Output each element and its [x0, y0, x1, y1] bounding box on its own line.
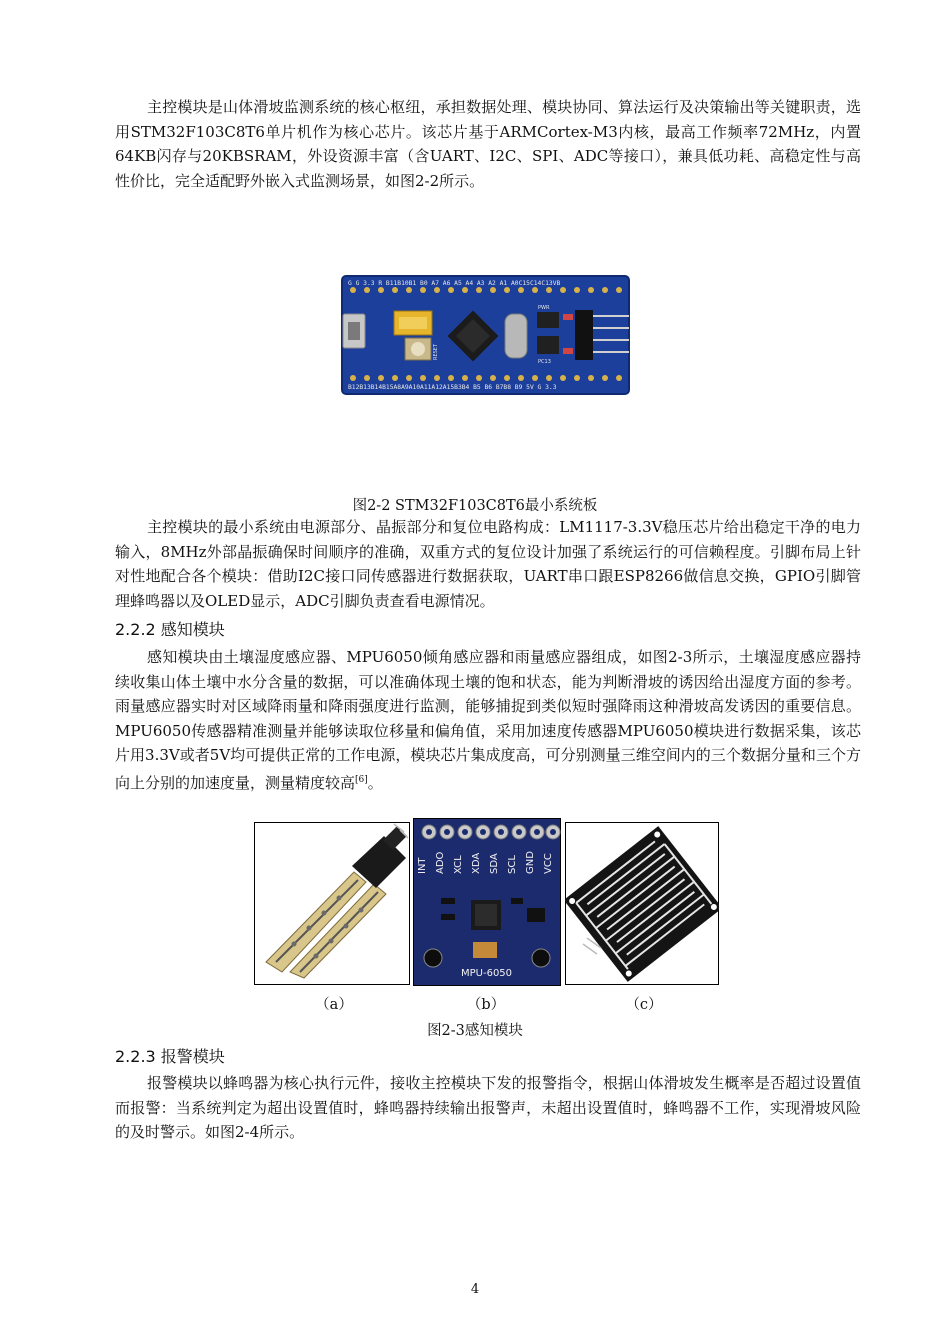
svg-text:ADO: ADO — [435, 851, 446, 874]
svg-text:B12B13B14B15A8A9A10A11A12A15B3: B12B13B14B15A8A9A10A11A12A15B3B4 B5 B6 B7B8 B9 5V G 3.3 — [348, 384, 557, 391]
svg-text:MPU-6050: MPU-6050 — [461, 968, 513, 979]
svg-text:PWR: PWR — [538, 305, 550, 311]
svg-text:XDA: XDA — [471, 852, 482, 874]
subfigure-label-c: （c） — [625, 997, 663, 1013]
stm32-board-image — [339, 274, 632, 396]
figure-stm32-board — [339, 274, 632, 396]
svg-text:SDA: SDA — [489, 853, 500, 874]
svg-text:PC13: PC13 — [538, 359, 551, 365]
svg-text:GND: GND — [525, 851, 536, 874]
svg-text:INT: INT — [417, 857, 428, 874]
min-system-paragraph: 主控模块的最小系统由电源部分、晶振部分和复位电路构成：LM1117-3.3V稳压芯片给出稳定干净的电力输入，8MHz外部晶振确保时间顺序的准确，双重方式的复位设计加强了系统运行的可信赖程度。引脚布局上针对性地配合各个模块：借助I2C接口同传感器进行数据获取，UART串口跟ESP8266做信息交换，GPIO引脚管理蜂鸣器以及OLED显示，ADC引脚负责查看电源情况。 — [115, 518, 861, 610]
svg-text:G G 3.3 R B11B10B1 B0 A7 A6 A: G G 3.3 R B11B10B1 B0 A7 A6 A5 A4 A3 A2 A1 A0C15C14C13VB — [348, 280, 561, 287]
svg-text:RESET: RESET — [433, 343, 439, 360]
citation-ref: [6] — [355, 774, 368, 785]
heading-2-2-2: 2.2.2 感知模块 — [115, 620, 225, 639]
intro-paragraph: 主控模块是山体滑坡监测系统的核心枢纽，承担数据处理、模块协同、算法运行及决策输出等关键职责，选用STM32F103C8T6单片机作为核心芯片。该芯片基于ARMCortex-M3内核，最高工作频率72MHz，内置64KB闪存与20KBSRAM，外设资源丰富（含UART、I2C、SPI、ADC等接口），兼具低功耗、高稳定性与高性价比，完全适配野外嵌入式监测场景，如图2-2所示。 — [115, 98, 861, 190]
svg-text:SCL: SCL — [507, 855, 518, 874]
svg-text:XCL: XCL — [453, 855, 464, 874]
figure-rain-sensor — [565, 822, 719, 985]
figure-mpu6050 — [413, 818, 561, 986]
figure-2-2-caption: 图2-2 STM32F103C8T6最小系统板 — [352, 498, 598, 514]
figure-2-3-caption: 图2-3感知模块 — [427, 1023, 523, 1039]
alarm-paragraph: 报警模块以蜂鸣器为核心执行元件，接收主控模块下发的报警指令，根据山体滑坡发生概率是否超过设置值而报警：当系统判定为超出设置值时，蜂鸣器持续输出报警声，未超出设置值时，蜂鸣器不工作，实现滑坡风险的及时警示。如图2-4所示。 — [115, 1074, 861, 1142]
figure-soil-sensor — [254, 822, 410, 985]
soil-sensor-image — [254, 822, 410, 985]
rain-sensor-image — [565, 822, 719, 985]
sensing-paragraph: 感知模块由土壤湿度感应器、MPU6050倾角感应器和雨量感应器组成，如图2-3所示，土壤湿度感应器持续收集山体土壤中水分含量的数据，可以准确体现土壤的饱和状态，能为判断滑坡的诱因给出湿度方面的参考。雨量感应器实时对区域降雨量和降雨强度进行监测，能够捕捉到类似短时强降雨这种滑坡高发诱因的重要信息。MPU6050传感器精准测量并能够读取位移量和偏角值，采用加速度传感器MPU6050模块进行数据采集，该芯片用3.3V或者5V均可提供正常的工作电源，模块芯片集成度高，可分别测量三维空间内的三个数据分量和三个方向上分别的加速度量，测量精度较高[6]。 — [115, 648, 861, 792]
mpu6050-image — [413, 818, 561, 986]
page-number: 4 — [470, 1282, 480, 1297]
svg-text:VCC: VCC — [543, 853, 554, 874]
heading-2-2-3: 2.2.3 报警模块 — [115, 1047, 225, 1066]
subfigure-label-b: （b） — [466, 997, 506, 1013]
subfigure-label-a: （a） — [315, 997, 353, 1013]
